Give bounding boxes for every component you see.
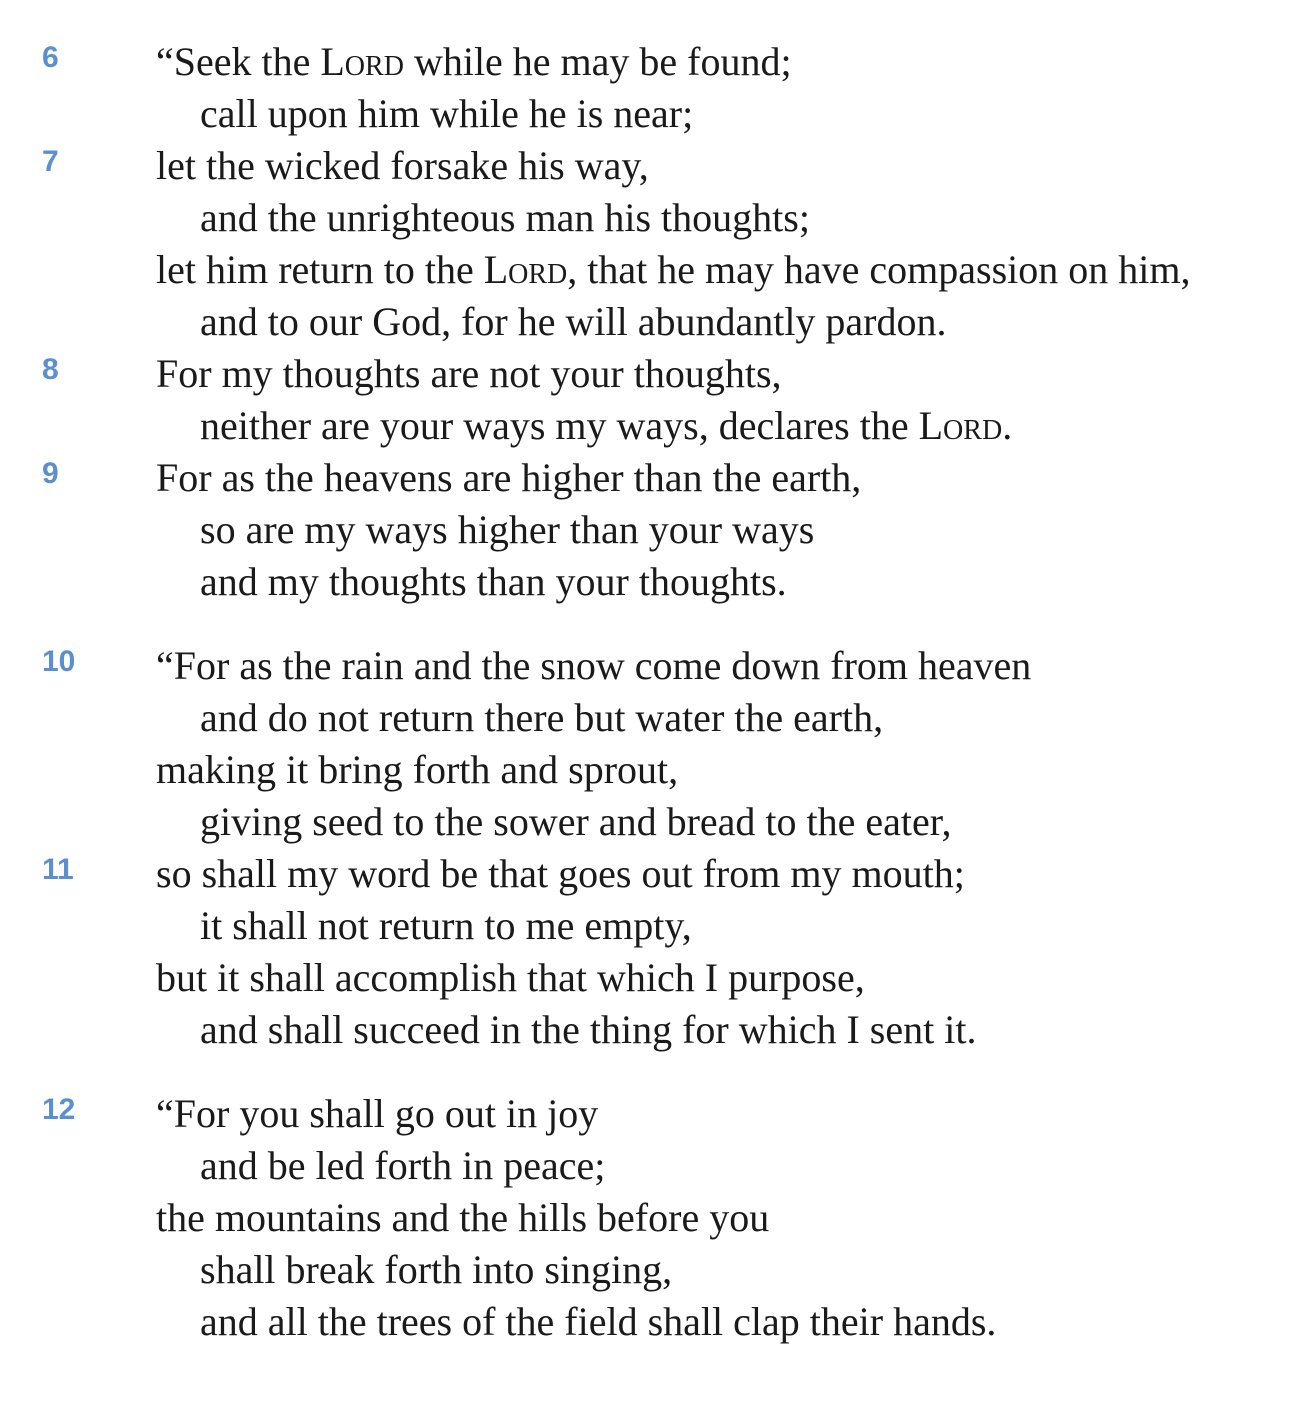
verse-text	[200, 1004, 976, 1056]
text-run: and all the trees of the field shall clap their hands.	[200, 1299, 997, 1344]
text-run: neither are your ways my ways, declares the	[200, 403, 919, 448]
text-run: while he may be found;	[403, 39, 792, 84]
verse-number: 6	[42, 41, 59, 74]
text-run: and my thoughts than your thoughts.	[200, 559, 787, 604]
verse-line	[0, 556, 1316, 608]
verse-text	[156, 348, 782, 400]
text-run: For as the heavens are higher than the earth,	[156, 455, 862, 500]
verse-line	[0, 1140, 1316, 1192]
divine-name: Lord	[918, 403, 1003, 448]
verse-number: 10	[42, 645, 76, 678]
text-run: shall break forth into singing,	[200, 1247, 673, 1292]
text-run: For my thoughts are not your thoughts,	[156, 351, 782, 396]
text-run: it shall not return to me empty,	[200, 903, 692, 948]
verse-line	[0, 692, 1316, 744]
verse-text	[156, 744, 678, 796]
divine-name: Lord	[320, 39, 404, 84]
text-run: let the wicked forsake his way,	[156, 143, 649, 188]
text-run: and shall succeed in the thing for which I sent it.	[200, 1007, 977, 1052]
verse-line	[0, 1004, 1316, 1056]
verse-line	[0, 504, 1316, 556]
verse-text	[200, 400, 1012, 452]
text-run: and to our God, for he will abundantly pardon.	[200, 299, 947, 344]
verse-line	[0, 1088, 1316, 1140]
divine-name: Lord	[483, 247, 568, 292]
text-run: making it bring forth and sprout,	[156, 747, 679, 792]
verse-text	[200, 192, 810, 244]
text-run: so shall my word be that goes out from my mouth;	[156, 851, 965, 896]
verse-line	[0, 848, 1316, 900]
verse-number: 9	[42, 457, 59, 490]
text-run: call upon him while he is near;	[200, 91, 694, 136]
verse-line	[0, 244, 1316, 296]
verse-text	[200, 1244, 672, 1296]
verse-line	[0, 900, 1316, 952]
verse-text	[156, 36, 792, 88]
text-run: and be led forth in peace;	[200, 1143, 606, 1188]
verse-line	[0, 744, 1316, 796]
verse-line	[0, 952, 1316, 1004]
text-run: and do not return there but water the earth,	[200, 695, 884, 740]
verse-line	[0, 88, 1316, 140]
text-run: .	[1002, 403, 1013, 448]
verse-line	[0, 192, 1316, 244]
verse-text	[156, 952, 865, 1004]
verse-number: 7	[42, 145, 59, 178]
verse-line	[0, 400, 1316, 452]
stanza-2	[0, 640, 1316, 1056]
verse-text	[156, 244, 1190, 296]
text-run: , that he may have compassion on him,	[567, 247, 1191, 292]
verse-line	[0, 796, 1316, 848]
text-run: “For you shall go out in joy	[156, 1091, 599, 1136]
verse-line	[0, 296, 1316, 348]
verse-number: 8	[42, 353, 59, 386]
text-run: but it shall accomplish that which I purpose,	[156, 955, 865, 1000]
verse-text	[156, 848, 965, 900]
verse-text	[156, 640, 1031, 692]
stanza-1	[0, 36, 1316, 608]
text-run: and the unrighteous man his thoughts;	[200, 195, 810, 240]
text-run: “For as the rain and the snow come down from heaven	[156, 643, 1032, 688]
verse-line	[0, 36, 1316, 88]
verse-text	[200, 1140, 605, 1192]
verse-line	[0, 1244, 1316, 1296]
verse-line	[0, 348, 1316, 400]
verse-text	[156, 1088, 598, 1140]
verse-text	[200, 1296, 996, 1348]
verse-text	[200, 88, 693, 140]
verse-line	[0, 1192, 1316, 1244]
text-run: so are my ways higher than your ways	[200, 507, 815, 552]
verse-line	[0, 640, 1316, 692]
stanza-3	[0, 1088, 1316, 1348]
verse-text	[200, 796, 951, 848]
verse-number: 11	[42, 853, 74, 886]
verse-line	[0, 1296, 1316, 1348]
verse-text	[156, 140, 649, 192]
verse-number: 12	[42, 1093, 76, 1126]
verse-text	[156, 452, 861, 504]
text-run: giving seed to the sower and bread to the eater,	[200, 799, 952, 844]
text-run: “Seek the	[156, 39, 321, 84]
text-run: the mountains and the hills before you	[156, 1195, 770, 1240]
verse-text	[200, 900, 692, 952]
verse-text	[200, 296, 947, 348]
verse-text	[200, 504, 814, 556]
verse-text	[200, 692, 883, 744]
verse-line	[0, 140, 1316, 192]
verse-line	[0, 452, 1316, 504]
verse-text	[156, 1192, 769, 1244]
verse-text	[200, 556, 787, 608]
text-run: let him return to the	[156, 247, 484, 292]
